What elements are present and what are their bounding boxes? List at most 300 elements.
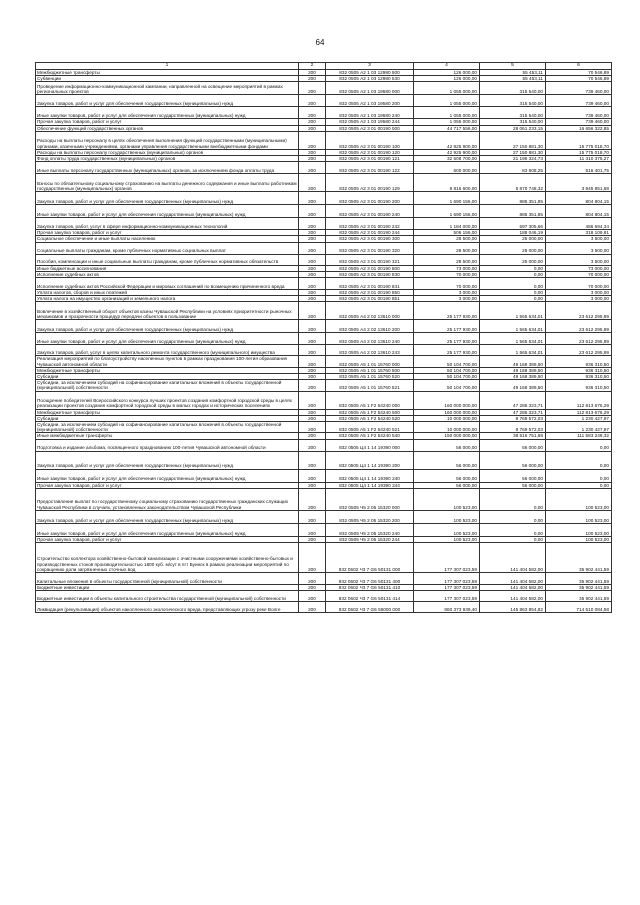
- row-approved-cell: 3 000,00: [414, 290, 480, 296]
- row-unexecuted-cell: 100 523,00: [546, 488, 612, 510]
- row-budget-code-cell: 832 0505 А2 3 01 00190 800: [326, 265, 414, 271]
- row-line-code-cell: 200: [299, 192, 326, 205]
- row-unexecuted-cell: 0,00: [546, 439, 612, 451]
- row-budget-code-cell: 832 0505 А5 1 F2 54240 521: [326, 422, 414, 433]
- row-line-code-cell: 200: [299, 131, 326, 149]
- row-name-cell: Поощрение победителей Всероссийского конкурса лучших проектов создания комфортной городской среды в целях реализации проектов создания комфортной городской среды в малых городах и исторических поселениях: [36, 391, 299, 409]
- row-executed-cell: 27 150 881,30: [480, 149, 546, 155]
- row-budget-code-cell: 832 0602 Ч3 7 G6 50131 400: [326, 573, 414, 585]
- row-budget-code-cell: 832 0505 Ч5 2 05 15320 244: [326, 536, 414, 542]
- row-unexecuted-cell: 23 612 295,99: [546, 320, 612, 333]
- row-unexecuted-cell: 0,00: [546, 482, 612, 488]
- row-approved-cell: 10 000 000,00: [414, 415, 480, 421]
- row-line-code-cell: 200: [299, 591, 326, 602]
- row-budget-code-cell: 832 0505 А5 1 01 15760 000: [326, 356, 414, 367]
- row-executed-cell: 141 404 582,00: [480, 573, 546, 585]
- row-unexecuted-cell: 23 612 295,99: [546, 302, 612, 320]
- row-executed-cell: 56 000,00: [480, 451, 546, 469]
- row-unexecuted-cell: 35 902 441,59: [546, 585, 612, 591]
- row-unexecuted-cell: 11 310 375,27: [546, 156, 612, 162]
- row-approved-cell: 25 177 930,00: [414, 320, 480, 333]
- row-approved-cell: 42 925 900,00: [414, 131, 480, 149]
- row-executed-cell: 38 516 751,68: [480, 433, 546, 439]
- column-header: 2: [299, 63, 326, 70]
- row-name-cell: Прочая закупка товаров, работ и услуг: [36, 536, 299, 542]
- row-approved-cell: 177 307 023,59: [414, 591, 480, 602]
- row-approved-cell: 25 177 930,00: [414, 302, 480, 320]
- table-row: [36, 602, 612, 613]
- row-budget-code-cell: 832 0505 Ч5 2 05 15320 200: [326, 510, 414, 523]
- row-unexecuted-cell: 3 500,00: [546, 236, 612, 242]
- row-executed-cell: 49 168 389,50: [480, 380, 546, 391]
- row-executed-cell: 49 168 389,50: [480, 374, 546, 380]
- row-approved-cell: 25 177 930,00: [414, 333, 480, 345]
- table-row: [36, 356, 612, 367]
- row-name-cell: Закупка товаров, работ и услуг для обеспечения государственных (муниципальных) нужд: [36, 192, 299, 205]
- row-executed-cell: 145 863 854,82: [480, 602, 546, 613]
- column-header: 3: [326, 63, 414, 70]
- row-unexecuted-cell: 70 000,00: [546, 278, 612, 290]
- row-budget-code-cell: 832 0505 А5 1 01 15760 520: [326, 374, 414, 380]
- table-row: [36, 591, 612, 602]
- row-unexecuted-cell: 516 401,75: [546, 162, 612, 174]
- row-unexecuted-cell: 739 460,00: [546, 82, 612, 95]
- row-name-cell: Закупка товаров, работ и услуг для обеспечения государственных (муниципальных) нужд: [36, 510, 299, 523]
- row-name-cell: Закупка товаров, работ и услуг для обеспечения государственных (муниципальных) нужд: [36, 451, 299, 469]
- row-approved-cell: 177 307 023,59: [414, 585, 480, 591]
- row-line-code-cell: 200: [299, 95, 326, 107]
- row-approved-cell: 1 055 000,00: [414, 95, 480, 107]
- row-line-code-cell: 200: [299, 482, 326, 488]
- row-line-code-cell: 200: [299, 254, 326, 265]
- table-row: [36, 469, 612, 482]
- row-budget-code-cell: 832 0602 Ч3 7 G6 50131 414: [326, 591, 414, 602]
- table-row: [36, 543, 612, 573]
- row-unexecuted-cell: 936 310,50: [546, 367, 612, 373]
- row-unexecuted-cell: 1 230 427,97: [546, 422, 612, 433]
- row-name-cell: Исполнение судебных актов: [36, 271, 299, 277]
- row-budget-code-cell: 832 0505 А5 1 01 15760 521: [326, 380, 414, 391]
- table-row: [36, 302, 612, 320]
- row-name-cell: Взносы по обязательному социальному страхованию на выплаты денежного содержания и иные выплаты работникам государственных (муниципальных) органов: [36, 174, 299, 192]
- row-line-code-cell: 200: [299, 302, 326, 320]
- row-budget-code-cell: 832 0505 А2 3 01 00190 831: [326, 278, 414, 290]
- row-approved-cell: 44 717 556,00: [414, 125, 480, 131]
- row-line-code-cell: 200: [299, 488, 326, 510]
- row-budget-code-cell: 832 0505 А2 3 01 00190 242: [326, 218, 414, 230]
- row-approved-cell: 56 000,00: [414, 451, 480, 469]
- row-approved-cell: 177 307 023,59: [414, 573, 480, 585]
- row-approved-cell: 28 500,00: [414, 236, 480, 242]
- row-executed-cell: 47 286 323,71: [480, 391, 546, 409]
- row-name-cell: Прочая закупка товаров, работ и услуг: [36, 482, 299, 488]
- row-budget-code-cell: 832 0602 Ч3 7 G6 50131 000: [326, 543, 414, 573]
- table-row: [36, 488, 612, 510]
- row-budget-code-cell: 832 0505 Ц4 1 14 19390 244: [326, 482, 414, 488]
- row-executed-cell: 25 000,00: [480, 236, 546, 242]
- row-executed-cell: 885 351,85: [480, 192, 546, 205]
- row-line-code-cell: 200: [299, 230, 326, 236]
- row-budget-code-cell: 832 0505 А5 1 F2 54240 520: [326, 415, 414, 421]
- row-unexecuted-cell: 0,00: [546, 451, 612, 469]
- row-executed-cell: 83 608,25: [480, 162, 546, 174]
- row-budget-code-cell: 832 0505 А2 3 01 00190 300: [326, 236, 414, 242]
- row-executed-cell: 21 196 324,73: [480, 156, 546, 162]
- row-unexecuted-cell: 739 460,00: [546, 107, 612, 119]
- row-line-code-cell: 200: [299, 119, 326, 125]
- row-approved-cell: 860 373 939,40: [414, 602, 480, 613]
- row-executed-cell: 315 540,00: [480, 82, 546, 95]
- row-executed-cell: 56 000,00: [480, 439, 546, 451]
- row-budget-code-cell: 832 0505 А2 3 01 00190 850: [326, 290, 414, 296]
- row-name-cell: Исполнение судебных актов Российской Федерации и мировых соглашений по возмещению причиненного вреда: [36, 278, 299, 290]
- row-line-code-cell: 200: [299, 271, 326, 277]
- row-line-code-cell: 200: [299, 125, 326, 131]
- row-executed-cell: 55 453,11: [480, 70, 546, 76]
- table-row: [36, 95, 612, 107]
- row-executed-cell: 1 565 634,01: [480, 302, 546, 320]
- row-name-cell: Субсидии: [36, 374, 299, 380]
- row-executed-cell: 47 286 323,71: [480, 409, 546, 415]
- row-unexecuted-cell: 0,00: [546, 469, 612, 482]
- row-unexecuted-cell: 70 546,89: [546, 70, 612, 76]
- row-approved-cell: 73 000,00: [414, 265, 480, 271]
- row-name-cell: Иные выплаты персоналу государственных (муниципальных) органов, за исключением фонда оплаты труда: [36, 162, 299, 174]
- row-approved-cell: 56 000,00: [414, 439, 480, 451]
- row-line-code-cell: 200: [299, 333, 326, 345]
- row-name-cell: Закупка товаров, работ, услуг в сфере информационно-коммуникационных технологий: [36, 218, 299, 230]
- table-row: [36, 333, 612, 345]
- row-name-cell: Социальное обеспечение и иные выплаты населению: [36, 236, 299, 242]
- row-name-cell: Проведение информационно-коммуникационной кампании, направленной на освещение мероприятий в рамках региональных проектов: [36, 82, 299, 95]
- row-approved-cell: 42 925 900,00: [414, 149, 480, 155]
- row-line-code-cell: 200: [299, 543, 326, 573]
- row-approved-cell: 126 000,00: [414, 70, 480, 76]
- row-line-code-cell: 200: [299, 415, 326, 421]
- row-line-code-cell: 200: [299, 162, 326, 174]
- table-row: [36, 380, 612, 391]
- row-approved-cell: 28 500,00: [414, 254, 480, 265]
- row-name-cell: Бюджетные инвестиции в объекты капитального строительства государственной (муниципальной) собственности: [36, 591, 299, 602]
- row-approved-cell: 3 000,00: [414, 296, 480, 302]
- row-line-code-cell: 200: [299, 585, 326, 591]
- row-unexecuted-cell: 486 694,34: [546, 218, 612, 230]
- row-executed-cell: 25 000,00: [480, 242, 546, 254]
- row-budget-code-cell: 832 0602 Ч3 7 G6 50131 410: [326, 585, 414, 591]
- row-approved-cell: 1 690 156,00: [414, 205, 480, 218]
- row-name-cell: Субсидии, за исключением субсидий на софинансирование капитальных вложений в объекты государственной (муниципальной) собственности: [36, 422, 299, 433]
- row-line-code-cell: 200: [299, 469, 326, 482]
- row-executed-cell: 49 168 389,50: [480, 367, 546, 373]
- row-budget-code-cell: 832 0505 Ц4 1 14 19390 200: [326, 451, 414, 469]
- row-executed-cell: 49 168 389,50: [480, 356, 546, 367]
- row-name-cell: Бюджетные инвестиции: [36, 585, 299, 591]
- row-budget-code-cell: 832 0505 А2 1 03 19580 200: [326, 95, 414, 107]
- row-approved-cell: 70 000,00: [414, 278, 480, 290]
- row-unexecuted-cell: 3 500,00: [546, 242, 612, 254]
- row-unexecuted-cell: 35 902 441,59: [546, 543, 612, 573]
- table-row: [36, 451, 612, 469]
- row-line-code-cell: 200: [299, 380, 326, 391]
- row-executed-cell: 0,00: [480, 523, 546, 536]
- row-budget-code-cell: 832 0505 А2 3 01 00190 120: [326, 149, 414, 155]
- row-budget-code-cell: 832 0505 А5 1 F2 54240 000: [326, 391, 414, 409]
- row-line-code-cell: 200: [299, 409, 326, 415]
- row-approved-cell: 160 000 000,00: [414, 391, 480, 409]
- row-budget-code-cell: 832 0505 Ч5 2 05 15320 240: [326, 523, 414, 536]
- row-budget-code-cell: 832 0505 Ц4 1 14 19390 000: [326, 439, 414, 451]
- row-unexecuted-cell: 100 523,00: [546, 523, 612, 536]
- row-executed-cell: 141 404 582,00: [480, 591, 546, 602]
- row-executed-cell: 188 046,19: [480, 230, 546, 236]
- row-unexecuted-cell: 3 945 851,68: [546, 174, 612, 192]
- row-unexecuted-cell: 739 460,00: [546, 119, 612, 125]
- row-unexecuted-cell: 35 902 441,59: [546, 573, 612, 585]
- row-line-code-cell: 200: [299, 296, 326, 302]
- row-unexecuted-cell: 111 583 248,32: [546, 433, 612, 439]
- row-line-code-cell: 200: [299, 149, 326, 155]
- row-name-cell: Социальные выплаты гражданам, кроме публичных нормативных социальных выплат: [36, 242, 299, 254]
- row-line-code-cell: 200: [299, 422, 326, 433]
- row-unexecuted-cell: 1 230 427,97: [546, 415, 612, 421]
- row-approved-cell: 100 523,00: [414, 488, 480, 510]
- table-row: [36, 254, 612, 265]
- row-name-cell: Иные закупки товаров, работ и услуг для обеспечения государственных (муниципальных) нужд: [36, 205, 299, 218]
- table-row: [36, 242, 612, 254]
- table-row: [36, 345, 612, 356]
- row-unexecuted-cell: 35 902 441,59: [546, 591, 612, 602]
- row-name-cell: Предоставление выплат по государственному социальному страхованию государственных гражданских служащих Чувашской Республики в случаях, установленных законодательством Чувашской Республики: [36, 488, 299, 510]
- row-budget-code-cell: 832 0505 А2 3 01 00190 320: [326, 242, 414, 254]
- row-executed-cell: 315 540,00: [480, 107, 546, 119]
- row-line-code-cell: 200: [299, 205, 326, 218]
- table-row: [36, 278, 612, 290]
- row-name-cell: Межбюджетные трансферты: [36, 367, 299, 373]
- row-line-code-cell: 200: [299, 320, 326, 333]
- row-executed-cell: 0,00: [480, 271, 546, 277]
- row-budget-code-cell: 832 0505 А4 2 02 13610 000: [326, 302, 414, 320]
- row-executed-cell: 8 769 572,03: [480, 422, 546, 433]
- row-executed-cell: 697 305,66: [480, 218, 546, 230]
- row-approved-cell: 1 184 000,00: [414, 218, 480, 230]
- row-line-code-cell: 200: [299, 433, 326, 439]
- table-row: [36, 162, 612, 174]
- row-line-code-cell: 200: [299, 391, 326, 409]
- row-executed-cell: 141 404 582,00: [480, 585, 546, 591]
- row-approved-cell: 100 523,00: [414, 523, 480, 536]
- row-name-cell: Капитальные вложения в объекты государственной (муниципальной) собственности: [36, 573, 299, 585]
- row-name-cell: Уплата налога на имущество организаций и земельного налога: [36, 296, 299, 302]
- row-executed-cell: 0,00: [480, 290, 546, 296]
- table-header-row: [36, 63, 612, 70]
- row-executed-cell: 1 565 634,01: [480, 333, 546, 345]
- row-approved-cell: 1 055 000,00: [414, 82, 480, 95]
- row-line-code-cell: 200: [299, 218, 326, 230]
- row-name-cell: Вовлечение в хозяйственный оборот объектов казны Чувашской Республики на условиях приоритетности рыночных механизмов и прозрачности процедур передачи объектов в пользование: [36, 302, 299, 320]
- row-executed-cell: 56 000,00: [480, 482, 546, 488]
- row-name-cell: Иные закупки товаров, работ и услуг для обеспечения государственных (муниципальных) нужд: [36, 523, 299, 536]
- row-executed-cell: 0,00: [480, 278, 546, 290]
- row-budget-code-cell: 832 0505 А5 1 F2 54240 500: [326, 409, 414, 415]
- row-executed-cell: 885 351,85: [480, 205, 546, 218]
- row-budget-code-cell: 832 0505 А2 1 03 12980 500: [326, 70, 414, 76]
- row-line-code-cell: 200: [299, 174, 326, 192]
- row-unexecuted-cell: 112 813 676,29: [546, 391, 612, 409]
- row-budget-code-cell: 832 0505 А2 3 01 00190 321: [326, 254, 414, 265]
- row-name-cell: Фонд оплаты труда государственных (муниципальных) органов: [36, 156, 299, 162]
- row-line-code-cell: 200: [299, 107, 326, 119]
- row-approved-cell: 100 523,00: [414, 536, 480, 542]
- row-line-code-cell: 200: [299, 70, 326, 76]
- row-name-cell: Иные межбюджетные трансферты: [36, 433, 299, 439]
- row-approved-cell: 126 000,00: [414, 76, 480, 82]
- row-executed-cell: 25 000,00: [480, 254, 546, 265]
- row-name-cell: Обеспечение функций государственных органов: [36, 125, 299, 131]
- row-unexecuted-cell: 318 109,81: [546, 230, 612, 236]
- row-approved-cell: 56 000,00: [414, 482, 480, 488]
- table-row: [36, 218, 612, 230]
- row-name-cell: Иные закупки товаров, работ и услуг для обеспечения государственных (муниципальных) нужд: [36, 107, 299, 119]
- row-budget-code-cell: 832 0505 А2 3 01 00190 240: [326, 205, 414, 218]
- row-approved-cell: 50 104 700,00: [414, 380, 480, 391]
- row-executed-cell: 141 404 582,00: [480, 543, 546, 573]
- row-budget-code-cell: 832 0505 А2 3 01 00190 122: [326, 162, 414, 174]
- row-executed-cell: 315 540,00: [480, 95, 546, 107]
- table-row: [36, 422, 612, 433]
- row-budget-code-cell: 832 0505 А4 2 02 13610 200: [326, 320, 414, 333]
- row-name-cell: Закупка товаров, работ и услуг для обеспечения государственных (муниципальных) нужд: [36, 95, 299, 107]
- row-budget-code-cell: 832 0505 А2 3 01 00190 200: [326, 192, 414, 205]
- row-executed-cell: 315 540,00: [480, 119, 546, 125]
- row-unexecuted-cell: 16 656 322,85: [546, 125, 612, 131]
- table-row: [36, 391, 612, 409]
- row-unexecuted-cell: 73 000,00: [546, 265, 612, 271]
- row-unexecuted-cell: 3 000,00: [546, 290, 612, 296]
- row-budget-code-cell: 832 0505 А2 1 03 12980 530: [326, 76, 414, 82]
- column-header: 1: [36, 63, 299, 70]
- row-budget-code-cell: 832 0505 А4 2 02 13610 243: [326, 345, 414, 356]
- row-approved-cell: 100 523,00: [414, 510, 480, 523]
- row-unexecuted-cell: 936 310,50: [546, 356, 612, 367]
- table-row: [36, 439, 612, 451]
- row-budget-code-cell: 832 0505 Ч5 2 05 15320 000: [326, 488, 414, 510]
- row-unexecuted-cell: 714 510 084,58: [546, 602, 612, 613]
- row-budget-code-cell: 832 0505 А5 1 01 15760 500: [326, 367, 414, 373]
- row-line-code-cell: 200: [299, 367, 326, 373]
- table-row: [36, 107, 612, 119]
- row-unexecuted-cell: 23 612 295,99: [546, 345, 612, 356]
- row-name-cell: Строительство коллектора хозяйственно-бытовой канализации с очистными сооружениями хозяйственно-бытовых и производственных стоков производительностью 1800 куб. м/сут в пгт Буинск в рамках реализации мероприятий по сокращению доли загрязненных сточных вод: [36, 543, 299, 573]
- row-name-cell: Иные закупки товаров, работ и услуг для обеспечения государственных (муниципальных) нужд: [36, 469, 299, 482]
- row-budget-code-cell: 832 0505 А2 3 01 00190 129: [326, 174, 414, 192]
- row-approved-cell: 1 055 000,00: [414, 107, 480, 119]
- row-unexecuted-cell: 3 500,00: [546, 254, 612, 265]
- row-unexecuted-cell: 804 804,15: [546, 205, 612, 218]
- row-name-cell: Субсидии, за исключением субсидий на софинансирование капитальных вложений в объекты государственной (муниципальной) собственности: [36, 380, 299, 391]
- row-budget-code-cell: 832 0505 Ц4 1 14 19390 240: [326, 469, 414, 482]
- row-line-code-cell: 200: [299, 156, 326, 162]
- row-approved-cell: 28 500,00: [414, 242, 480, 254]
- row-executed-cell: 0,00: [480, 536, 546, 542]
- row-executed-cell: 0,00: [480, 265, 546, 271]
- row-unexecuted-cell: 112 813 676,29: [546, 409, 612, 415]
- row-approved-cell: 25 177 930,00: [414, 345, 480, 356]
- table-row: [36, 573, 612, 585]
- row-budget-code-cell: 832 0505 А2 3 01 00190 121: [326, 156, 414, 162]
- row-line-code-cell: 200: [299, 290, 326, 296]
- row-budget-code-cell: 832 0505 А2 3 01 00190 851: [326, 296, 414, 302]
- row-line-code-cell: 200: [299, 82, 326, 95]
- row-line-code-cell: 200: [299, 265, 326, 271]
- row-line-code-cell: 200: [299, 76, 326, 82]
- row-name-cell: Уплата налогов, сборов и иных платежей: [36, 290, 299, 296]
- row-name-cell: Закупка товаров, работ, услуг в целях капитального ремонта государственного (муниципального) имущества: [36, 345, 299, 356]
- row-budget-code-cell: 832 0505 А2 3 01 00190 000: [326, 125, 414, 131]
- row-line-code-cell: 200: [299, 356, 326, 367]
- row-unexecuted-cell: 70 000,00: [546, 271, 612, 277]
- row-unexecuted-cell: 804 804,15: [546, 192, 612, 205]
- column-header: 4: [414, 63, 480, 70]
- row-unexecuted-cell: 3 000,00: [546, 296, 612, 302]
- row-unexecuted-cell: 739 460,00: [546, 95, 612, 107]
- row-approved-cell: 177 307 023,59: [414, 543, 480, 573]
- row-approved-cell: 150 000 000,00: [414, 433, 480, 439]
- row-approved-cell: 10 000 000,00: [414, 422, 480, 433]
- row-name-cell: Расходы на выплаты персоналу в целях обеспечения выполнения функций государственными (муниципальными) органами, казенными учреждениями, органами управления государственными внебюджетными фондами: [36, 131, 299, 149]
- row-approved-cell: 70 000,00: [414, 271, 480, 277]
- row-name-cell: Прочая закупка товаров, работ и услуг: [36, 119, 299, 125]
- row-executed-cell: 5 870 748,32: [480, 174, 546, 192]
- row-line-code-cell: 200: [299, 278, 326, 290]
- row-name-cell: Закупка товаров, работ и услуг для обеспечения государственных (муниципальных) нужд: [36, 320, 299, 333]
- row-approved-cell: 50 104 700,00: [414, 356, 480, 367]
- row-budget-code-cell: 832 0505 А2 3 01 00190 100: [326, 131, 414, 149]
- row-line-code-cell: 200: [299, 374, 326, 380]
- row-line-code-cell: 200: [299, 602, 326, 613]
- row-name-cell: Пособия, компенсации и иные социальные выплаты гражданам, кроме публичных нормативных обязательств: [36, 254, 299, 265]
- table-row: [36, 523, 612, 536]
- row-approved-cell: 32 508 700,00: [414, 156, 480, 162]
- row-name-cell: Ликвидация (рекультивация) объектов накопленного экологического вреда, представляющих угрозу реке Волге: [36, 602, 299, 613]
- row-budget-code-cell: 832 0505 А2 1 03 19580 244: [326, 119, 414, 125]
- row-budget-code-cell: 832 0505 А2 1 03 19580 000: [326, 82, 414, 95]
- row-unexecuted-cell: 70 546,89: [546, 76, 612, 82]
- row-name-cell: Субвенции: [36, 76, 299, 82]
- table-row: [36, 131, 612, 149]
- table-row: [36, 82, 612, 95]
- row-budget-code-cell: 832 0505 А5 1 F2 54240 540: [326, 433, 414, 439]
- row-approved-cell: 1 055 000,00: [414, 119, 480, 125]
- row-executed-cell: 0,00: [480, 510, 546, 523]
- row-name-cell: Иные бюджетные ассигнования: [36, 265, 299, 271]
- row-executed-cell: 8 769 572,03: [480, 415, 546, 421]
- row-name-cell: Подготовка и издание альбома, посвященного празднованию 100-летия Чувашской автономной области: [36, 439, 299, 451]
- row-executed-cell: 27 150 881,30: [480, 131, 546, 149]
- row-name-cell: Реализация мероприятий по благоустройству населенных пунктов в рамках празднования 100-летия образования Чувашской автономной области: [36, 356, 299, 367]
- row-line-code-cell: 200: [299, 439, 326, 451]
- row-unexecuted-cell: 100 523,00: [546, 510, 612, 523]
- table-row: [36, 192, 612, 205]
- page-number: 64: [315, 38, 325, 47]
- row-unexecuted-cell: 15 775 018,70: [546, 131, 612, 149]
- row-approved-cell: 1 690 156,00: [414, 192, 480, 205]
- table-row: [36, 510, 612, 523]
- row-name-cell: Расходы на выплаты персоналу государственных (муниципальных) органов: [36, 149, 299, 155]
- row-executed-cell: 55 453,11: [480, 76, 546, 82]
- row-unexecuted-cell: 23 612 295,99: [546, 333, 612, 345]
- row-line-code-cell: 200: [299, 451, 326, 469]
- row-approved-cell: 56 000,00: [414, 469, 480, 482]
